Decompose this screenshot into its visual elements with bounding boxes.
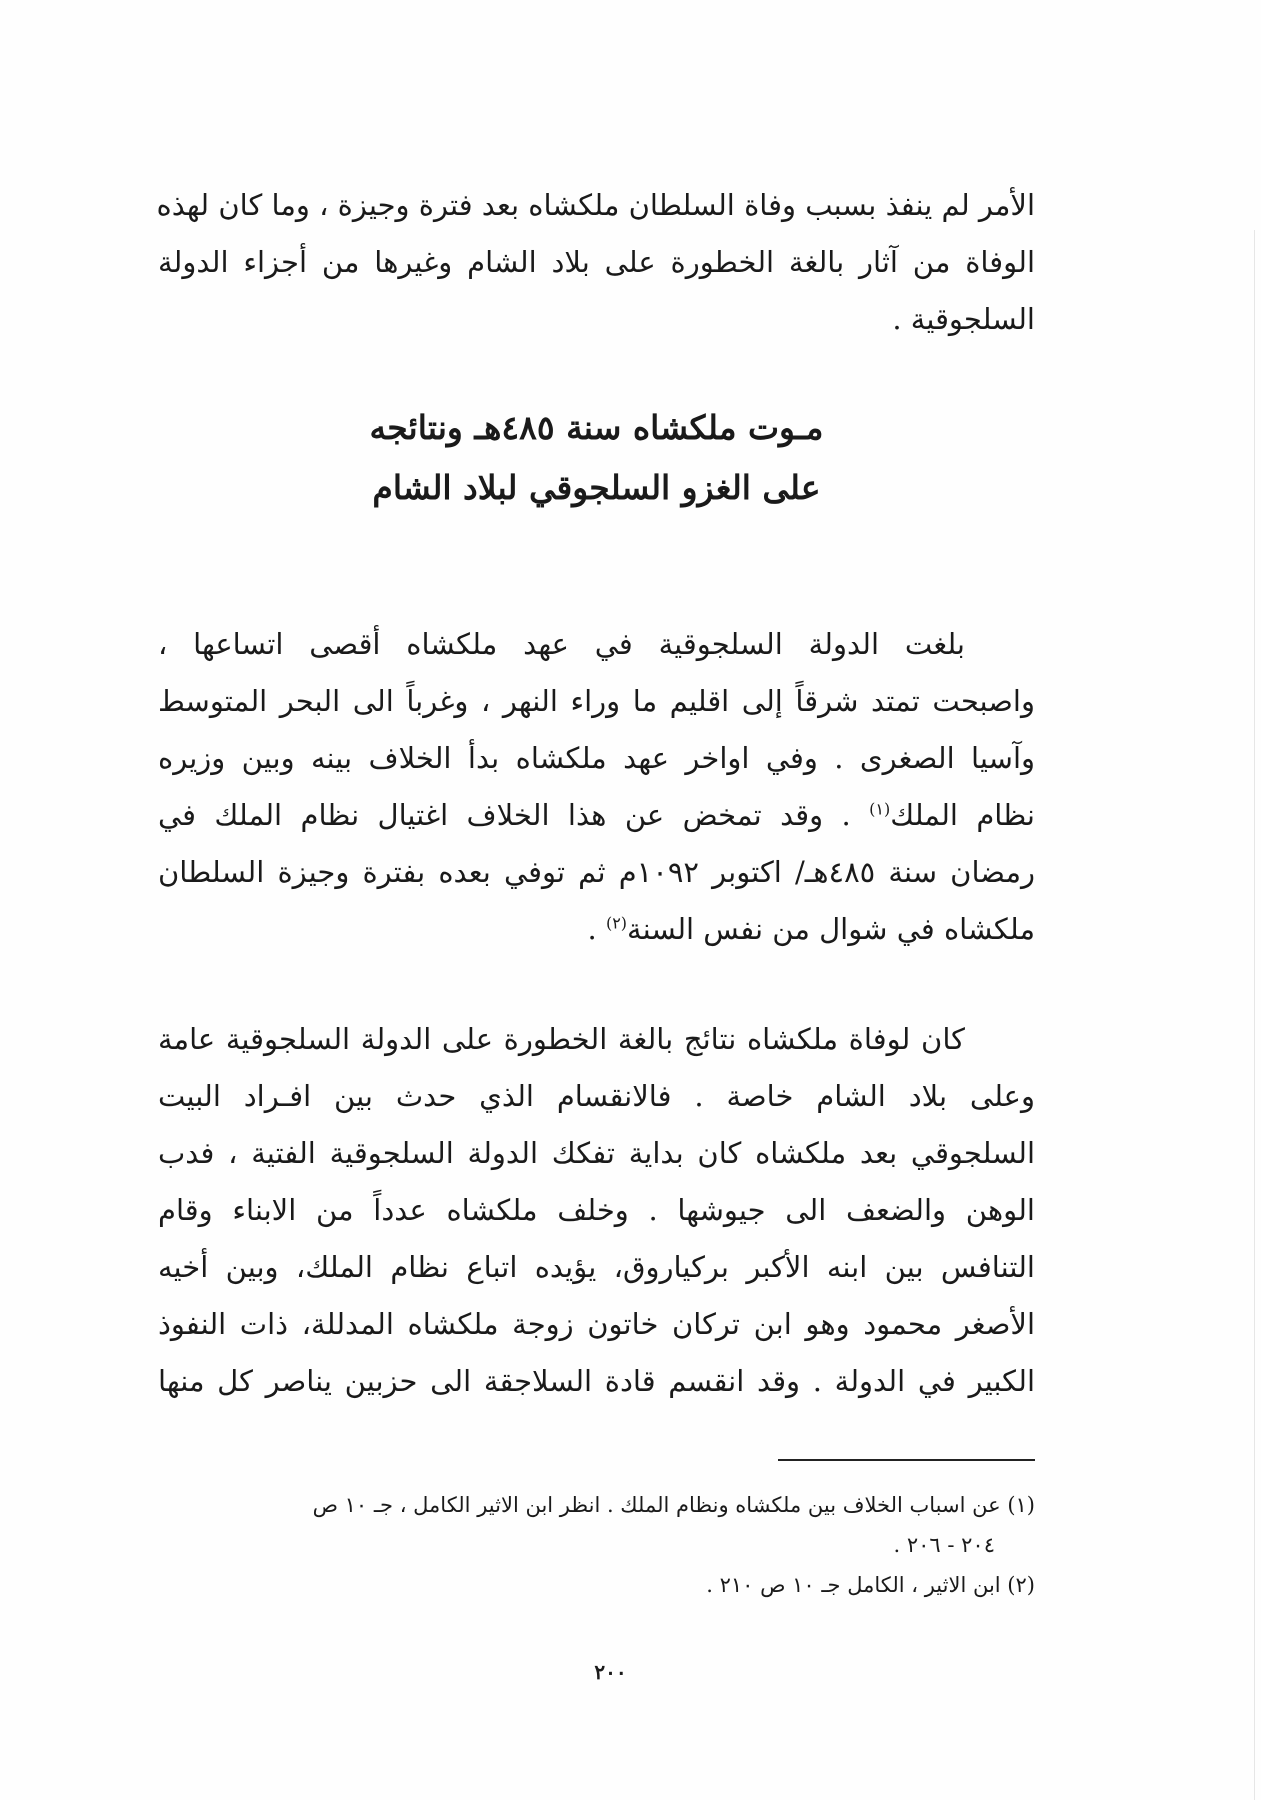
page-number: ٢٠٠ [594, 1660, 627, 1684]
text-line [158, 787, 1035, 844]
text-line: السلجوقي بعد ملكشاه كان بداية تفكك الدولة السلجوقية الفتية ، فدب [158, 1136, 1035, 1170]
text-fragment: نظام الملك [890, 798, 1035, 832]
intro-paragraph [158, 177, 1035, 348]
footnote-1-continuation: ٢٠٤ - ٢٠٦ . [893, 1533, 995, 1557]
footnote-separator [778, 1459, 1035, 1461]
text-line: الكبير في الدولة . وقد انقسم قادة السلاجقة الى حزبين يناصر كل منها [158, 1364, 1035, 1398]
paragraph-1 [158, 616, 1035, 958]
text-line: السلجوقية . [892, 302, 1035, 336]
text-line: الوهن والضعف الى جيوشها . وخلف ملكشاه عدداً من الابناء وقام [158, 1193, 1035, 1227]
footnote-ref-2[interactable]: (٢) [605, 913, 628, 933]
text-line: الأمر لم ينفذ بسبب وفاة السلطان ملكشاه بعد فترة وجيزة ، وما كان لهذه [156, 188, 1035, 222]
text-line: وآسيا الصغرى . وفي اواخر عهد ملكشاه بدأ الخلاف بينه وبين وزيره [158, 741, 1035, 775]
text-fragment: . [587, 912, 597, 946]
text-line: بلغت الدولة السلجوقية في عهد ملكشاه أقصى اتساعها ، [158, 627, 965, 661]
text-line: التنافس بين ابنه الأكبر بركياروق، يؤيده اتباع نظام الملك، وبين أخيه [158, 1250, 1035, 1284]
footnote-1: (١) عن اسباب الخلاف بين ملكشاه ونظام الملك . انظر ابن الاثير الكامل ، جـ ١٠ ص [312, 1493, 1035, 1517]
heading-line-2: على الغزو السلجوقي لبلاد الشام [372, 468, 821, 507]
text-line: وعلى بلاد الشام خاصة . فالانقسام الذي حدث بين افـراد البيت [158, 1079, 1035, 1113]
footnotes [158, 1485, 1035, 1605]
text-line: الأصغر محمود وهو ابن تركان خاتون زوجة ملكشاه المدللة، ذات النفوذ [158, 1307, 1035, 1341]
footnote-ref-1[interactable]: (١) [869, 799, 891, 819]
text-line [158, 901, 1035, 958]
text-fragment: . وقد تمخض عن هذا الخلاف اغتيال نظام الملك في [158, 798, 851, 832]
heading-line-1: مـوت ملكشاه سنة ٤٨٥هـ ونتائجه [369, 408, 824, 447]
paragraph-2 [158, 1011, 1035, 1410]
text-line: واصبحت تمتد شرقاً إلى اقليم ما وراء النهر ، وغرباً الى البحر المتوسط [158, 684, 1035, 718]
text-line: الوفاة من آثار بالغة الخطورة على بلاد الشام وغيرها من أجزاء الدولة [158, 245, 1035, 279]
text-line: رمضان سنة ٤٨٥هـ/ اكتوبر ١٠٩٢م ثم توفي بعده بفترة وجيزة السلطان [158, 855, 1035, 889]
section-heading [158, 398, 1035, 518]
footnote-2: (٢) ابن الاثير ، الكامل جـ ١٠ ص ٢١٠ . [706, 1573, 1035, 1597]
text-line: كان لوفاة ملكشاه نتائج بالغة الخطورة على الدولة السلجوقية عامة [158, 1022, 965, 1056]
text-fragment: ملكشاه في شوال من نفس السنة [627, 912, 1035, 946]
scan-edge-line [1254, 230, 1255, 1800]
